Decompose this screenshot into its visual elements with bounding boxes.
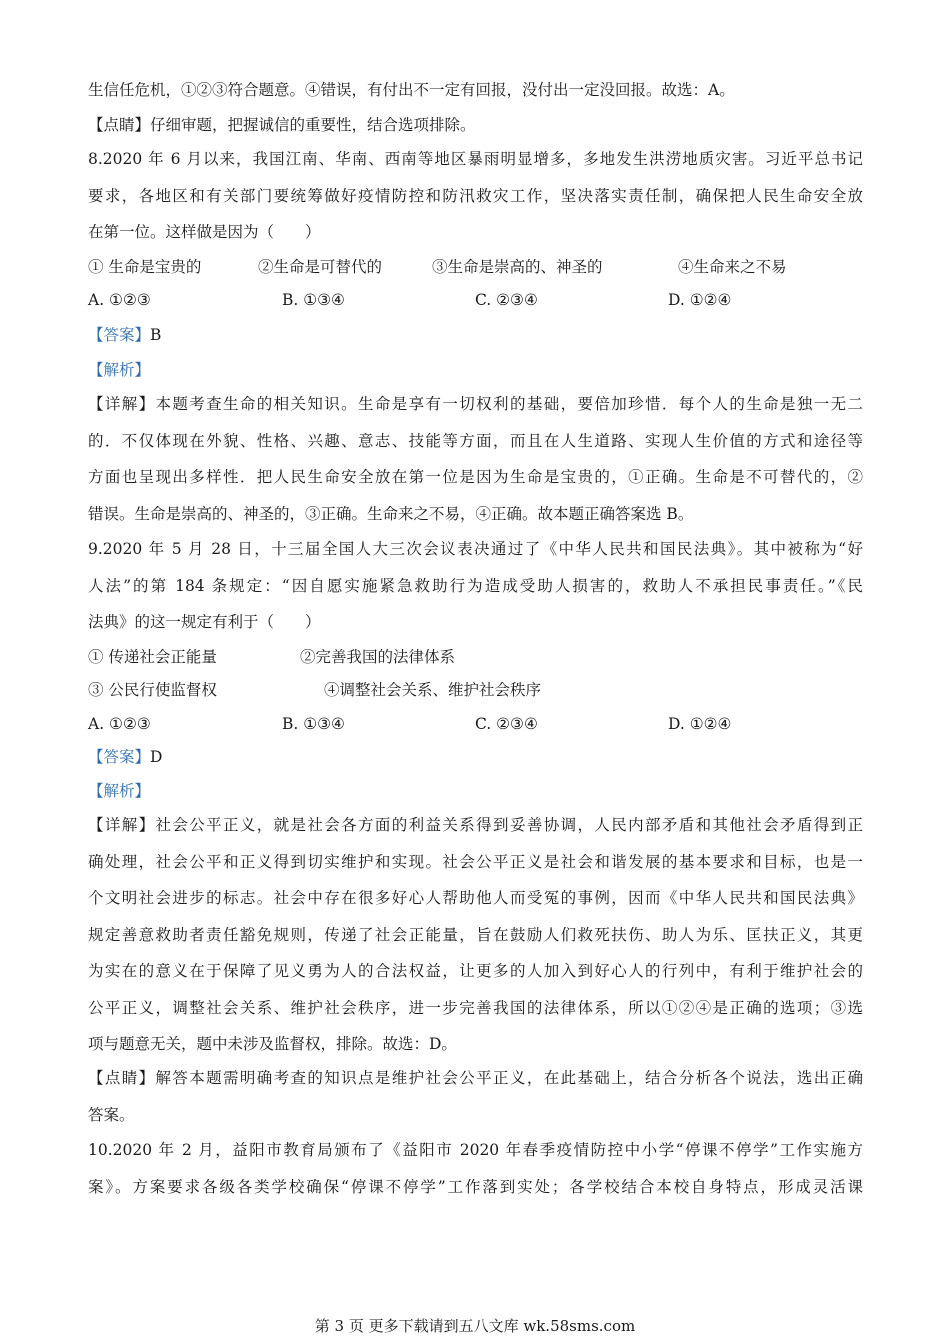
statement-1: ① 生命是宝贵的 <box>88 258 202 276</box>
option-d: D. ①②④ <box>668 291 732 309</box>
option-c: C. ②③④ <box>475 291 538 309</box>
answer-line <box>88 747 863 767</box>
question-9-text: 法典》的这一规定有利于（ ） <box>88 613 321 631</box>
question-10-text: 案》。方案要求各级各类学校确保“停课不停学”工作落到实处；各学校结合本校自身特点，形成灵活课 <box>88 1178 863 1196</box>
question-8-text: 在第一位。这样做是因为（ ） <box>88 223 321 241</box>
detail-text: 【详解】社会公平正义，就是社会各方面的利益关系得到妥善协调，人民内部矛盾和其他社会矛盾得到正 <box>88 816 863 834</box>
page-footer: 第 3 页 更多下载请到五八文库 wk.58sms.com <box>314 1317 636 1335</box>
detail-text: 错误。生命是崇高的、神圣的，③正确。生命来之不易，④正确。故本题正确答案选 B。 <box>88 505 694 523</box>
statement-3: ③ 公民行使监督权 <box>88 681 217 699</box>
statement-4: ④调整社会关系、维护社会秩序 <box>324 681 542 699</box>
option-a: A. ①②③ <box>88 715 151 733</box>
detail-text: 规定善意救助者责任豁免规则，传递了社会正能量，旨在鼓励人们救死扶伤、助人为乐、匡扶正义，其更 <box>88 926 863 944</box>
analysis-tag: 【解析】 <box>88 361 151 379</box>
statement-3: ③生命是崇高的、神圣的 <box>432 258 603 276</box>
detail-text: 个文明社会进步的标志。社会中存在很多好心人帮助他人而受冤的事例，因而《中华人民共和国民法典》 <box>88 889 863 907</box>
statement-2: ②生命是可替代的 <box>258 258 383 276</box>
question-9-text: 9.2020 年 5 月 28 日，十三届全国人大三次会议表决通过了《中华人民共和国民法典》。其中被称为“好 <box>88 540 863 558</box>
statement-1: ① 传递社会正能量 <box>88 648 217 666</box>
option-a: A. ①②③ <box>88 291 151 309</box>
text-line: 生信任危机，①②③符合题意。④错误，有付出不一定有回报，没付出一定没回报。故选：A。 <box>88 81 735 99</box>
detail-text: 【详解】本题考查生命的相关知识。生命是享有一切权利的基础，要倍加珍惜．每个人的生命是独一无二 <box>88 395 863 413</box>
detail-text: 公平正义，调整社会关系、维护社会秩序，进一步完善我国的法律体系，所以①②④是正确的选项；③选 <box>88 999 863 1017</box>
dianjing-line: 【点睛】解答本题需明确考查的知识点是维护社会公平正义，在此基础上，结合分析各个说法，选出正确 <box>88 1069 863 1087</box>
analysis-tag: 【解析】 <box>88 782 151 800</box>
detail-text: 的．不仅体现在外貌、性格、兴趣、意志、技能等方面，而且在人生道路、实现人生价值的方式和途径等 <box>88 432 863 450</box>
dianjing-line: 【点睛】仔细审题，把握诚信的重要性，结合选项排除。 <box>88 116 476 134</box>
detail-text: 确处理，社会公平和正义得到切实维护和实现。社会公平正义是社会和谐发展的基本要求和目标，也是一 <box>88 853 863 871</box>
option-d: D. ①②④ <box>668 715 732 733</box>
question-8-text: 8.2020 年 6 月以来，我国江南、华南、西南等地区暴雨明显增多，多地发生洪涝地质灾害。习近平总书记 <box>88 150 863 168</box>
question-9-text: 人法”的第 184 条规定：“因自愿实施紧急救助行为造成受助人损害的，救助人不承担民事责任。”《民 <box>88 577 863 595</box>
answer-line <box>88 325 863 345</box>
statement-4: ④生命来之不易 <box>678 258 787 276</box>
answer-tag: 【答案】 <box>88 748 151 766</box>
option-c: C. ②③④ <box>475 715 538 733</box>
statement-2: ②完善我国的法律体系 <box>300 648 456 666</box>
question-10-text: 10.2020 年 2 月，益阳市教育局颁布了《益阳市 2020 年春季疫情防控中小学“停课不停学”工作实施方 <box>88 1141 863 1159</box>
answer-value: D <box>150 748 163 766</box>
detail-text: 为实在的意义在于保障了见义勇为人的合法权益，让更多的人加入到好心人的行列中，有利于维护社会的 <box>88 962 863 980</box>
dianjing-line: 答案。 <box>88 1106 135 1124</box>
answer-value: B <box>150 326 162 344</box>
detail-text: 方面也呈现出多样性．把人民生命安全放在第一位是因为生命是宝贵的，①正确。生命是不可替代的，② <box>88 468 863 486</box>
detail-text: 项与题意无关，题中未涉及监督权，排除。故选：D。 <box>88 1035 457 1053</box>
question-8-text: 要求，各地区和有关部门要统筹做好疫情防控和防汛救灾工作，坚决落实责任制，确保把人民生命安全放 <box>88 187 863 205</box>
option-b: B. ①③④ <box>282 291 345 309</box>
option-b: B. ①③④ <box>282 715 345 733</box>
answer-tag: 【答案】 <box>88 326 151 344</box>
